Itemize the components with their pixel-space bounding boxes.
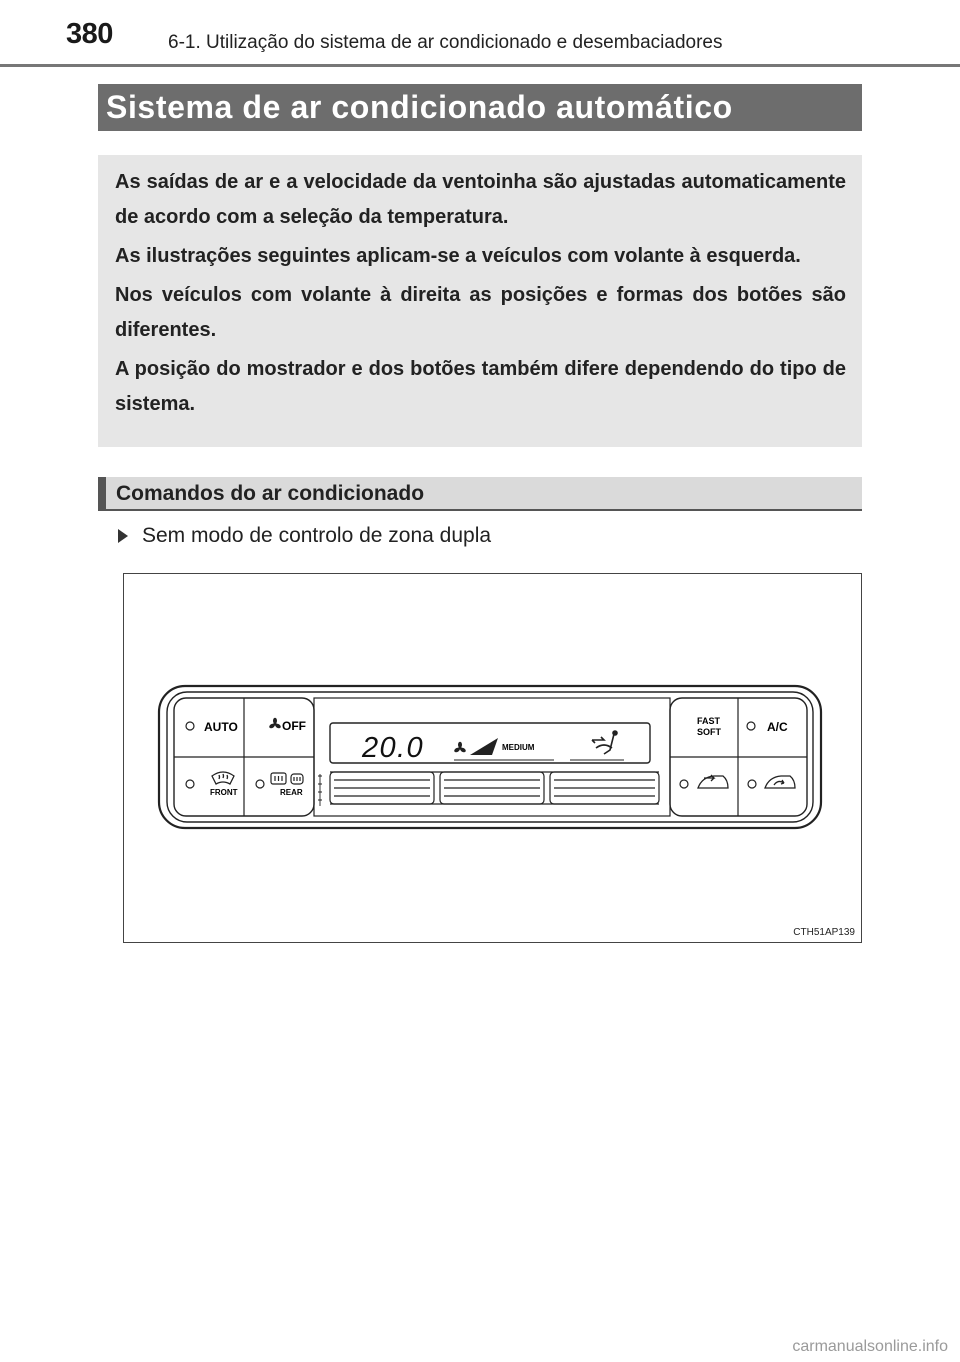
outside-air-button[interactable] bbox=[680, 775, 728, 788]
temperature-scale-icon bbox=[318, 774, 322, 806]
auto-indicator-icon bbox=[186, 722, 194, 730]
auto-button[interactable] bbox=[186, 720, 238, 734]
temperature-readout: 20.0 bbox=[362, 732, 425, 764]
fan-icon bbox=[268, 718, 281, 729]
front-indicator-icon bbox=[186, 780, 194, 788]
header-rule bbox=[0, 64, 960, 67]
auto-label: AUTO bbox=[204, 720, 238, 734]
soft-label: SOFT bbox=[697, 727, 721, 737]
airflow-mode-icon bbox=[570, 731, 624, 760]
outside-air-indicator-icon bbox=[680, 780, 688, 788]
windshield-defogger-icon bbox=[212, 772, 234, 784]
off-label: OFF bbox=[282, 719, 306, 733]
page-number: 380 bbox=[66, 18, 113, 50]
fast-label: FAST bbox=[697, 716, 721, 726]
section-title: Sistema de ar condicionado automático bbox=[98, 84, 862, 131]
fast-soft-button[interactable] bbox=[697, 716, 722, 737]
climate-panel-illustration bbox=[124, 574, 861, 942]
center-air-vents bbox=[330, 772, 659, 804]
climate-panel-figure bbox=[123, 573, 862, 943]
recirculate-button[interactable] bbox=[748, 776, 795, 788]
intro-paragraph: As ilustrações seguintes aplicam-se a veículos com volante à esquerda. bbox=[115, 245, 801, 267]
bullet-text: Sem modo de controlo de zona dupla bbox=[142, 524, 492, 547]
chapter-title: 6-1. Utilização do sistema de ar condicionado e desembaciadores bbox=[168, 32, 723, 53]
rear-defogger-button[interactable] bbox=[256, 773, 303, 797]
rear-defogger-icon bbox=[271, 773, 303, 784]
intro-box bbox=[98, 155, 862, 447]
bullet-item bbox=[118, 522, 491, 550]
intro-paragraph: Nos veículos com volante à direita as posições e formas dos botões são diferentes. bbox=[115, 284, 846, 341]
ac-button[interactable] bbox=[747, 720, 788, 734]
triangle-bullet-icon bbox=[118, 529, 128, 543]
figure-code: CTH51AP139 bbox=[793, 927, 855, 938]
fan-mode-label: MEDIUM bbox=[502, 743, 535, 752]
watermark: carmanualsonline.info bbox=[792, 1338, 948, 1355]
front-defogger-button[interactable] bbox=[186, 772, 238, 797]
front-label: FRONT bbox=[210, 788, 238, 797]
recirculate-air-icon bbox=[765, 776, 795, 788]
ac-label: A/C bbox=[767, 720, 788, 734]
intro-paragraph: As saídas de ar e a velocidade da ventoinha são ajustadas automaticamente de acordo com a seleção da temperatura. bbox=[115, 171, 846, 228]
rear-indicator-icon bbox=[256, 780, 264, 788]
outside-air-icon bbox=[698, 775, 728, 788]
intro-paragraph: A posição do mostrador e dos botões também difere dependendo do tipo de sistema. bbox=[115, 358, 846, 415]
recirculate-indicator-icon bbox=[748, 780, 756, 788]
fan-off-button[interactable] bbox=[268, 718, 306, 733]
subsection-title: Comandos do ar condicionado bbox=[98, 477, 862, 511]
rear-label: REAR bbox=[280, 788, 303, 797]
ac-indicator-icon bbox=[747, 722, 755, 730]
